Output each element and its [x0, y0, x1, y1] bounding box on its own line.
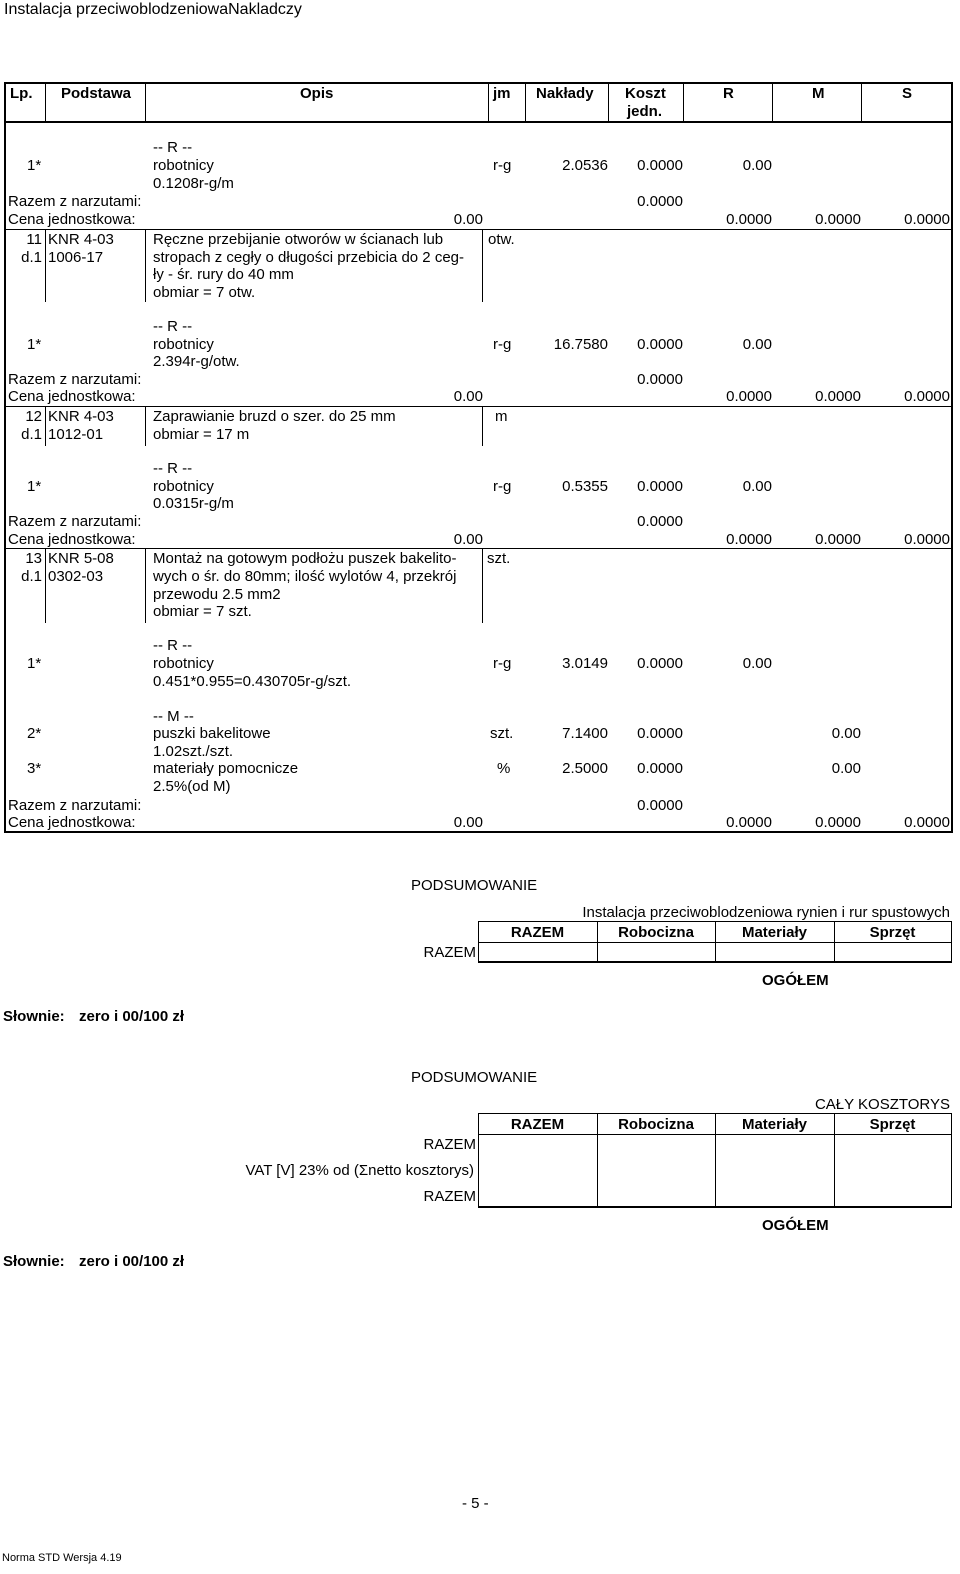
resource-header: -- M -- [153, 708, 194, 725]
cena-m: 0.0000 [815, 814, 861, 831]
cena-label: Cena jednostkowa: [8, 388, 136, 405]
resource-norm: 0.451*0.955=0.430705r-g/szt. [153, 673, 352, 690]
slownie-label: Słownie: [3, 1253, 65, 1270]
resource-value: 0.00 [742, 157, 772, 174]
opis-obmiar: obmiar = 17 m [153, 426, 250, 443]
opis-line: stropach z cegły o długości przebicia do 2 ceg- [153, 249, 465, 266]
lp-number: 13 [25, 550, 42, 567]
opis-line: Ręczne przebijanie otworów w ścianach lub [153, 231, 444, 248]
opis-line: Zaprawianie bruzd o szer. do 25 mm [153, 408, 396, 425]
resource-header: -- R -- [153, 139, 193, 156]
resource-naklady: 0.5355 [562, 478, 608, 495]
summary-row-label: RAZEM [423, 1136, 476, 1153]
summary-col-materialy: Materiały [741, 924, 808, 941]
cena-s: 0.0000 [904, 211, 950, 228]
cena-label: Cena jednostkowa: [8, 814, 136, 831]
podstawa-catalog: KNR 4-03 [48, 408, 114, 425]
resource-naklady: 7.1400 [562, 725, 608, 742]
cena-r: 0.0000 [726, 814, 772, 831]
razem-value: 0.0000 [637, 193, 683, 210]
summary-title: PODSUMOWANIE [411, 877, 538, 894]
lp-sub: d.1 [21, 568, 42, 585]
cena-s: 0.0000 [904, 531, 950, 548]
lp-sub: d.1 [21, 249, 42, 266]
podstawa-catalog: KNR 4-03 [48, 231, 114, 248]
summary-title: PODSUMOWANIE [411, 1069, 538, 1086]
resource-index: 1* [27, 655, 42, 672]
col-s: S [902, 85, 913, 102]
col-lp: Lp. [10, 85, 33, 102]
cena-r: 0.0000 [726, 211, 772, 228]
summary-subtitle: CAŁY KOSZTORYS [814, 1096, 950, 1113]
summary-col-robocizna: Robocizna [618, 924, 694, 941]
resource-name: puszki bakelitowe [153, 725, 271, 742]
razem-label: Razem z narzutami: [8, 797, 142, 814]
resource-norm: 2.5%(od M) [153, 778, 231, 795]
summary-subtitle: Instalacja przeciwoblodzeniowa rynien i rur spustowych [582, 904, 950, 921]
resource-index: 1* [27, 478, 42, 495]
opis-line: Montaż na gotowym podłożu puszek bakelito- [153, 550, 457, 567]
cena-value: 0.00 [453, 388, 483, 405]
cena-s: 0.0000 [904, 388, 950, 405]
resource-index: 3* [27, 760, 42, 777]
position-jm: szt. [487, 550, 511, 567]
opis-obmiar: obmiar = 7 otw. [153, 284, 256, 301]
resource-jm: % [497, 760, 511, 777]
resource-jm: r-g [493, 655, 512, 672]
cena-value: 0.00 [453, 531, 483, 548]
resource-value: 0.00 [742, 336, 772, 353]
lp-number: 12 [25, 408, 42, 425]
col-podstawa: Podstawa [61, 85, 132, 102]
resource-koszt: 0.0000 [637, 655, 683, 672]
opis-line: wych o śr. do 80mm; ilość wylotów 4, przekrój [153, 568, 457, 585]
position-jm: m [495, 408, 508, 425]
resource-name: robotnicy [153, 478, 214, 495]
col-m: M [812, 85, 825, 102]
razem-label: Razem z narzutami: [8, 513, 142, 530]
resource-header: -- R -- [153, 637, 193, 654]
podstawa-code: 1012-01 [48, 426, 104, 443]
resource-jm: r-g [493, 336, 512, 353]
resource-naklady: 2.0536 [562, 157, 608, 174]
summary-col-materialy: Materiały [741, 1116, 808, 1133]
resource-norm: 0.0315r-g/m [153, 495, 234, 512]
document-title: Instalacja przeciwoblodzeniowaNakladczy [4, 1, 302, 18]
opis-obmiar: obmiar = 7 szt. [153, 603, 252, 620]
opis-line: przewodu 2.5 mm2 [153, 586, 281, 603]
cena-s: 0.0000 [904, 814, 950, 831]
resource-jm: szt. [490, 725, 514, 742]
software-version: Norma STD Wersja 4.19 [2, 1552, 122, 1564]
summary-ogolem: OGÓŁEM [762, 972, 829, 989]
summary-row-label: RAZEM [423, 1188, 476, 1205]
podstawa-code: 0302-03 [48, 568, 104, 585]
slownie-label: Słownie: [3, 1008, 65, 1025]
lp-sub: d.1 [21, 426, 42, 443]
razem-value: 0.0000 [637, 371, 683, 388]
resource-header: -- R -- [153, 318, 193, 335]
resource-name: robotnicy [153, 336, 214, 353]
summary-col-sprzet: Sprzęt [869, 924, 916, 941]
resource-name: robotnicy [153, 655, 214, 672]
page-number: - 5 - [462, 1495, 489, 1512]
col-naklady: Nakłady [536, 85, 594, 102]
cena-r: 0.0000 [726, 531, 772, 548]
resource-index: 1* [27, 336, 42, 353]
opis-line: ły - śr. rury do 40 mm [153, 266, 294, 283]
position-jm: otw. [488, 231, 515, 248]
col-opis: Opis [300, 85, 334, 102]
resource-value: 0.00 [742, 478, 772, 495]
summary-row-label: RAZEM [423, 944, 476, 961]
razem-value: 0.0000 [637, 797, 683, 814]
resource-naklady: 16.7580 [553, 336, 608, 353]
cena-label: Cena jednostkowa: [8, 531, 136, 548]
summary-col-razem: RAZEM [510, 1116, 565, 1133]
razem-label: Razem z narzutami: [8, 371, 142, 388]
summary-ogolem: OGÓŁEM [762, 1217, 829, 1234]
resource-header: -- R -- [153, 460, 193, 477]
resource-koszt: 0.0000 [637, 157, 683, 174]
resource-koszt: 0.0000 [637, 760, 683, 777]
summary-col-razem: RAZEM [510, 924, 565, 941]
summary-vat-label: VAT [V] 23% od (Σnetto kosztorys) [245, 1162, 474, 1179]
resource-value: 0.00 [831, 725, 861, 742]
col-r: R [723, 85, 734, 102]
slownie-value: zero i 00/100 zł [79, 1008, 185, 1025]
resource-index: 2* [27, 725, 42, 742]
resource-naklady: 2.5000 [562, 760, 608, 777]
col-koszt: Koszt [625, 85, 666, 102]
cena-value: 0.00 [453, 814, 483, 831]
resource-jm: r-g [493, 157, 512, 174]
resource-jm: r-g [493, 478, 512, 495]
slownie-value: zero i 00/100 zł [79, 1253, 185, 1270]
resource-name: robotnicy [153, 157, 214, 174]
resource-value: 0.00 [831, 760, 861, 777]
cena-m: 0.0000 [815, 211, 861, 228]
podstawa-catalog: KNR 5-08 [48, 550, 114, 567]
resource-index: 1* [27, 157, 42, 174]
cena-value: 0.00 [453, 211, 483, 228]
resource-norm: 1.02szt./szt. [153, 743, 234, 760]
col-koszt-2: jedn. [627, 103, 663, 120]
podstawa-code: 1006-17 [48, 249, 104, 266]
resource-norm: 2.394r-g/otw. [153, 353, 240, 370]
cena-m: 0.0000 [815, 531, 861, 548]
summary-col-robocizna: Robocizna [618, 1116, 694, 1133]
resource-koszt: 0.0000 [637, 725, 683, 742]
summary-col-sprzet: Sprzęt [869, 1116, 916, 1133]
resource-naklady: 3.0149 [562, 655, 608, 672]
resource-name: materiały pomocnicze [153, 760, 299, 777]
resource-koszt: 0.0000 [637, 336, 683, 353]
resource-koszt: 0.0000 [637, 478, 683, 495]
razem-label: Razem z narzutami: [8, 193, 142, 210]
razem-value: 0.0000 [637, 513, 683, 530]
lp-number: 11 [26, 231, 42, 248]
col-jm: jm [493, 85, 511, 102]
cena-r: 0.0000 [726, 388, 772, 405]
resource-norm: 0.1208r-g/m [153, 175, 234, 192]
cena-label: Cena jednostkowa: [8, 211, 136, 228]
cena-m: 0.0000 [815, 388, 861, 405]
resource-value: 0.00 [742, 655, 772, 672]
